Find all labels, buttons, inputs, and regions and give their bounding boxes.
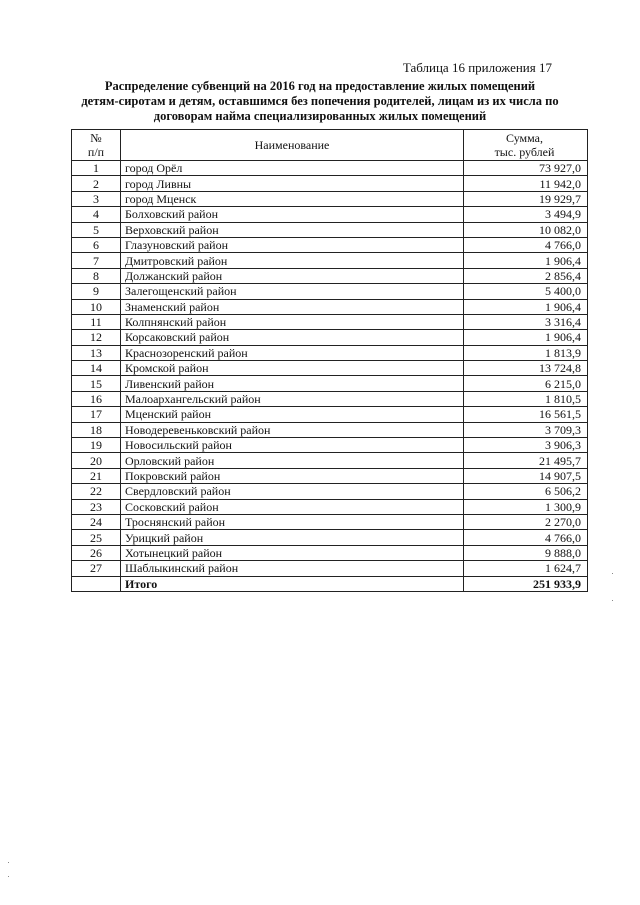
header-sum-line-2: тыс. рублей bbox=[494, 145, 555, 159]
row-sum: 1 300,9 bbox=[464, 499, 588, 514]
row-name: Троснянский район bbox=[121, 514, 464, 529]
row-name: Свердловский район bbox=[121, 484, 464, 499]
row-name: Орловский район bbox=[121, 453, 464, 468]
table-row bbox=[72, 484, 588, 499]
row-number: 10 bbox=[72, 299, 121, 314]
row-number: 21 bbox=[72, 468, 121, 483]
title-line-3: договорам найма специализированных жилых помещений bbox=[153, 109, 487, 123]
row-name: Залегощенский район bbox=[121, 284, 464, 299]
header-number-line-2: п/п bbox=[87, 145, 105, 159]
row-sum: 4 766,0 bbox=[464, 237, 588, 252]
table-row bbox=[72, 330, 588, 345]
row-sum: 21 495,7 bbox=[464, 453, 588, 468]
page-label: Таблица 16 приложения 17 bbox=[402, 60, 552, 75]
row-sum: 3 316,4 bbox=[464, 314, 588, 329]
row-sum: 1 906,4 bbox=[464, 330, 588, 345]
row-sum: 9 888,0 bbox=[464, 545, 588, 560]
row-number: 13 bbox=[72, 345, 121, 360]
table-row bbox=[72, 314, 588, 329]
table-row bbox=[72, 222, 588, 237]
row-name: Краснозоренский район bbox=[121, 345, 464, 360]
row-sum: 73 927,0 bbox=[464, 161, 588, 176]
row-number: 2 bbox=[72, 176, 121, 191]
table-row bbox=[72, 253, 588, 268]
row-sum: 3 494,9 bbox=[464, 207, 588, 222]
row-number: 25 bbox=[72, 530, 121, 545]
table-row bbox=[72, 561, 588, 576]
table-row bbox=[72, 422, 588, 437]
row-number: 7 bbox=[72, 253, 121, 268]
row-name: Новосильский район bbox=[121, 438, 464, 453]
row-number: 6 bbox=[72, 237, 121, 252]
row-sum: 11 942,0 bbox=[464, 176, 588, 191]
row-number: 4 bbox=[72, 207, 121, 222]
row-name: Малоархангельский район bbox=[121, 391, 464, 406]
table-row bbox=[72, 361, 588, 376]
table-header-row bbox=[72, 130, 588, 161]
header-sum-line-1: Сумма, bbox=[506, 131, 543, 145]
row-name: город Мценск bbox=[121, 191, 464, 206]
scan-speck bbox=[8, 876, 9, 877]
row-number: 5 bbox=[72, 222, 121, 237]
header-number bbox=[72, 130, 121, 161]
row-sum: 3 906,3 bbox=[464, 438, 588, 453]
row-name: Должанский район bbox=[121, 268, 464, 283]
row-sum: 14 907,5 bbox=[464, 468, 588, 483]
row-number: 12 bbox=[72, 330, 121, 345]
row-sum: 2 270,0 bbox=[464, 514, 588, 529]
table-row bbox=[72, 207, 588, 222]
total-label: Итого bbox=[121, 576, 464, 591]
table-row bbox=[72, 391, 588, 406]
row-name: Покровский район bbox=[121, 468, 464, 483]
table-row bbox=[72, 438, 588, 453]
title-line-1: Распределение субвенций на 2016 год на предоставление жилых помещений bbox=[104, 79, 536, 93]
row-sum: 1 624,7 bbox=[464, 561, 588, 576]
table-row bbox=[72, 268, 588, 283]
total-row bbox=[72, 576, 588, 591]
row-sum: 1 906,4 bbox=[464, 299, 588, 314]
table-row bbox=[72, 237, 588, 252]
table-body bbox=[72, 161, 588, 577]
table-row bbox=[72, 407, 588, 422]
table-row bbox=[72, 499, 588, 514]
table-row bbox=[72, 468, 588, 483]
row-name: Корсаковский район bbox=[121, 330, 464, 345]
row-sum: 1 813,9 bbox=[464, 345, 588, 360]
row-name: Мценский район bbox=[121, 407, 464, 422]
row-sum: 6 215,0 bbox=[464, 376, 588, 391]
total-number-cell bbox=[72, 576, 121, 591]
row-sum: 13 724,8 bbox=[464, 361, 588, 376]
row-name: Дмитровский район bbox=[121, 253, 464, 268]
row-sum: 4 766,0 bbox=[464, 530, 588, 545]
table-row bbox=[72, 176, 588, 191]
row-name: Новодеревеньковский район bbox=[121, 422, 464, 437]
row-number: 11 bbox=[72, 314, 121, 329]
row-sum: 2 856,4 bbox=[464, 268, 588, 283]
row-name: Знаменский район bbox=[121, 299, 464, 314]
row-number: 20 bbox=[72, 453, 121, 468]
row-name: Болховский район bbox=[121, 207, 464, 222]
row-sum: 3 709,3 bbox=[464, 422, 588, 437]
document-title bbox=[60, 79, 580, 124]
row-number: 9 bbox=[72, 284, 121, 299]
total-sum: 251 933,9 bbox=[464, 576, 588, 591]
table-row bbox=[72, 345, 588, 360]
row-number: 27 bbox=[72, 561, 121, 576]
row-sum: 19 929,7 bbox=[464, 191, 588, 206]
row-name: Верховский район bbox=[121, 222, 464, 237]
row-name: Шаблыкинский район bbox=[121, 561, 464, 576]
row-name: Ливенский район bbox=[121, 376, 464, 391]
row-number: 1 bbox=[72, 161, 121, 176]
header-name: Наименование bbox=[121, 130, 464, 161]
row-number: 24 bbox=[72, 514, 121, 529]
row-number: 15 bbox=[72, 376, 121, 391]
scan-speck bbox=[612, 573, 613, 574]
table-row bbox=[72, 453, 588, 468]
row-sum: 1 906,4 bbox=[464, 253, 588, 268]
row-name: Кромской район bbox=[121, 361, 464, 376]
row-name: город Ливны bbox=[121, 176, 464, 191]
table-row bbox=[72, 545, 588, 560]
row-number: 14 bbox=[72, 361, 121, 376]
row-sum: 5 400,0 bbox=[464, 284, 588, 299]
row-name: Глазуновский район bbox=[121, 237, 464, 252]
row-number: 3 bbox=[72, 191, 121, 206]
subsidy-table bbox=[71, 129, 588, 592]
row-sum: 6 506,2 bbox=[464, 484, 588, 499]
title-line-2: детям-сиротам и детям, оставшимся без попечения родителей, лицам из их числа по bbox=[81, 94, 559, 108]
row-name: город Орёл bbox=[121, 161, 464, 176]
row-name: Хотынецкий район bbox=[121, 545, 464, 560]
row-name: Урицкий район bbox=[121, 530, 464, 545]
row-number: 23 bbox=[72, 499, 121, 514]
table-row bbox=[72, 161, 588, 176]
table-row bbox=[72, 530, 588, 545]
row-number: 17 bbox=[72, 407, 121, 422]
table-row bbox=[72, 376, 588, 391]
table-row bbox=[72, 299, 588, 314]
row-sum: 16 561,5 bbox=[464, 407, 588, 422]
row-name: Сосковский район bbox=[121, 499, 464, 514]
table-row bbox=[72, 284, 588, 299]
row-name: Колпнянский район bbox=[121, 314, 464, 329]
header-number-line-1: № bbox=[90, 131, 102, 145]
row-number: 16 bbox=[72, 391, 121, 406]
table-row bbox=[72, 514, 588, 529]
scan-speck bbox=[612, 600, 613, 601]
header-sum bbox=[464, 130, 588, 161]
row-number: 8 bbox=[72, 268, 121, 283]
row-sum: 10 082,0 bbox=[464, 222, 588, 237]
row-number: 18 bbox=[72, 422, 121, 437]
table-row bbox=[72, 191, 588, 206]
row-sum: 1 810,5 bbox=[464, 391, 588, 406]
row-number: 19 bbox=[72, 438, 121, 453]
row-number: 22 bbox=[72, 484, 121, 499]
row-number: 26 bbox=[72, 545, 121, 560]
scan-speck bbox=[8, 862, 9, 863]
